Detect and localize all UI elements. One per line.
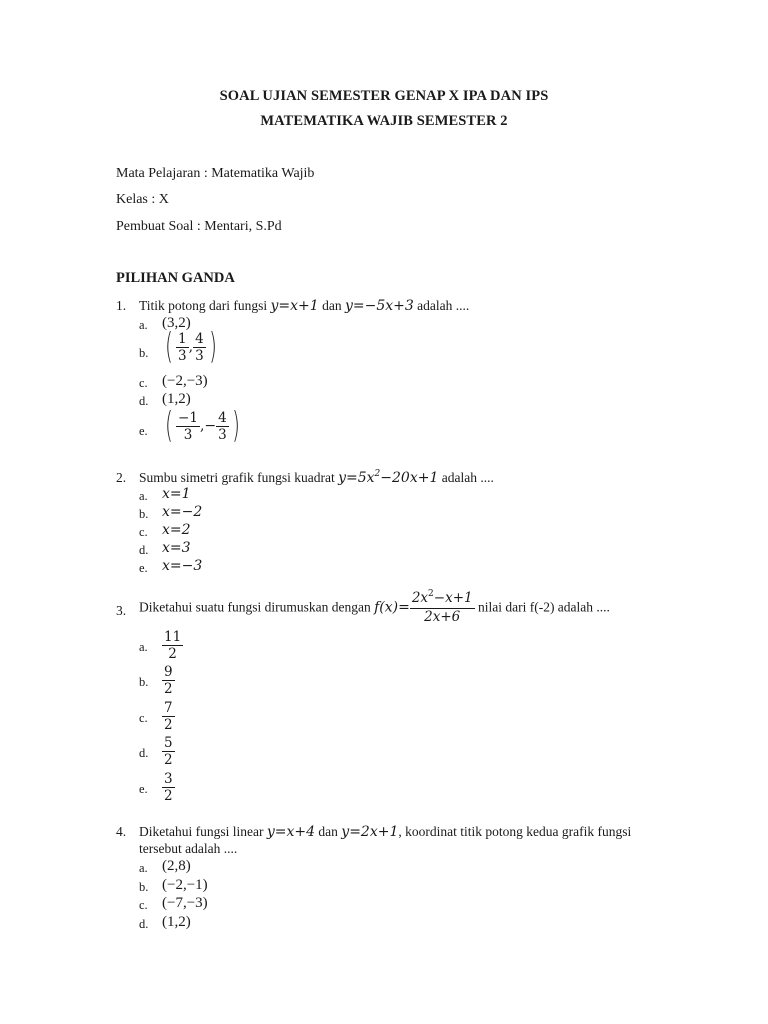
option-letter: d. <box>139 543 149 557</box>
option-letter: c. <box>139 898 148 912</box>
option-letter: b. <box>139 346 149 360</box>
option-letter: d. <box>139 746 149 760</box>
option-answer: (2,8) <box>162 858 191 874</box>
option-answer: x=3 <box>162 540 191 556</box>
author-line: Pembuat Soal : Mentari, S.Pd <box>116 219 282 234</box>
option-answer: (1,2) <box>162 914 191 930</box>
equation: y=2x+1 <box>341 824 399 840</box>
fraction: $\frac{2x^2-x+1}{2x+6}$ <box>411 589 473 625</box>
class-line: Kelas : X <box>116 192 169 207</box>
option-letter: a. <box>139 489 148 503</box>
question-number: 3. <box>116 603 127 618</box>
option-answer: (−2,−1) <box>162 877 208 893</box>
question-number: 4. <box>116 824 127 839</box>
option-answer: x=2 <box>162 522 191 538</box>
option-answer: (−7,−3) <box>162 895 208 911</box>
option-answer: ( $\frac{1}{3}$ , $\frac{4}{3}$ ) <box>165 326 217 367</box>
option-answer: (3,2) <box>162 315 191 331</box>
option-answer: $\frac{7}{2}$ <box>164 700 173 733</box>
question-text: Titik potong dari fungsi y=x+1 dan y=−5x+3 adalah .... <box>139 298 470 314</box>
question-text: Diketahui suatu fungsi dirumuskan dengan f(x)= $\frac{2x^2-x+1}{2x+6}$ nilai dari f(-2) adalah .... <box>139 589 610 625</box>
option-letter: b. <box>139 507 149 521</box>
option-letter: e. <box>139 782 148 796</box>
option-letter: a. <box>139 318 148 332</box>
equation: y=x+1 <box>270 298 319 314</box>
equation: y=x+4 <box>266 824 316 840</box>
option-answer: x=−2 <box>162 504 203 520</box>
equation: $y=5x^2-20x+1$ <box>338 469 439 486</box>
option-answer: x=−3 <box>162 558 203 574</box>
option-letter: d. <box>139 917 149 931</box>
question-text: Diketahui fungsi linear y=x+4 dan y=2x+1, koordinat titik potong kedua grafik fungsi <box>139 824 632 840</box>
document-subtitle: MATEMATIKA WAJIB SEMESTER 2 <box>260 113 508 129</box>
option-letter: a. <box>139 640 148 654</box>
option-answer: x=1 <box>162 486 191 502</box>
option-answer: $\frac{3}{2}$ <box>164 771 173 804</box>
option-letter: c. <box>139 376 148 390</box>
option-answer: $\frac{9}{2}$ <box>164 664 173 697</box>
option-answer: $\frac{11}{2}$ <box>164 629 182 662</box>
document-title: SOAL UJIAN SEMESTER GENAP X IPA DAN IPS <box>219 88 549 104</box>
subject-line: Mata Pelajaran : Matematika Wajib <box>116 166 315 181</box>
question-text-continued: tersebut adalah .... <box>139 841 238 856</box>
option-letter: d. <box>139 394 149 408</box>
equation: y=−5x+3 <box>344 298 414 314</box>
question-text: Sumbu simetri grafik fungsi kuadrat $y=5x^2-20x+1$ adalah .... <box>139 469 494 486</box>
option-letter: c. <box>139 711 148 725</box>
option-letter: a. <box>139 861 148 875</box>
option-letter: b. <box>139 880 149 894</box>
option-answer: ( $\frac{-1}{3}$ ,− $\frac{4}{3}$ ) <box>165 405 240 446</box>
option-letter: b. <box>139 675 149 689</box>
option-letter: e. <box>139 561 148 575</box>
option-letter: c. <box>139 525 148 539</box>
option-answer: $\frac{5}{2}$ <box>164 735 173 768</box>
option-letter: e. <box>139 424 148 438</box>
option-answer: (−2,−3) <box>162 373 208 389</box>
question-number: 1. <box>116 298 127 313</box>
option-answer: (1,2) <box>162 391 191 407</box>
section-title: PILIHAN GANDA <box>116 270 235 286</box>
question-number: 2. <box>116 470 127 485</box>
function-label: f(x)= <box>374 599 410 616</box>
